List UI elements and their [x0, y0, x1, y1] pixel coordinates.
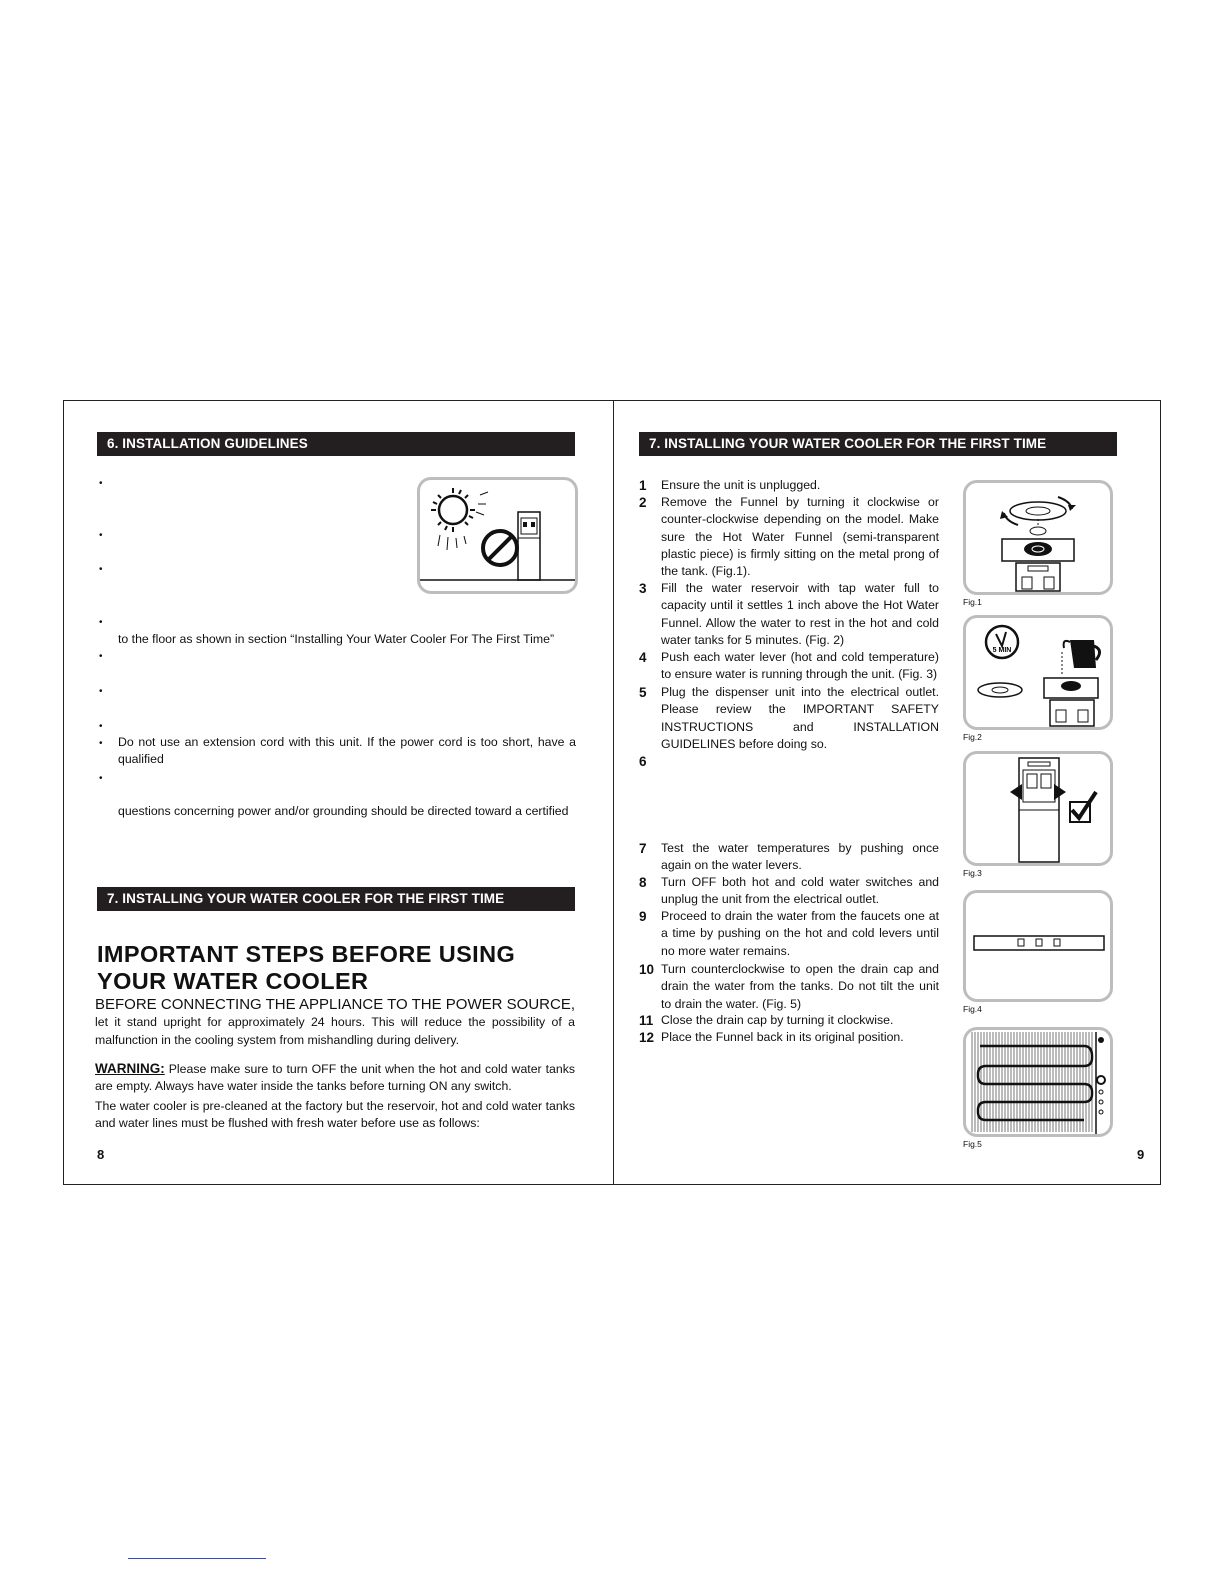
- step-item: 9 Proceed to drain the water from the faucets one at a time by pushing on the hot and cold levers until no more water remains.: [639, 909, 939, 958]
- warning-label: WARNING:: [95, 1061, 165, 1076]
- page-divider: [613, 401, 614, 1184]
- before-connecting-text: let it stand upright for approximately 24 hours. This will reduce the possibility of a malfunction in the cooling system from mishandling during delivery.: [95, 1015, 575, 1047]
- five-minute-timer-icon: [963, 615, 1113, 730]
- before-connecting-lead: BEFORE CONNECTING THE APPLIANCE TO THE POWER SOURCE,: [95, 996, 575, 1013]
- no-direct-sunlight-icon: [417, 477, 578, 594]
- switch-panel-icon: [963, 890, 1113, 1002]
- figure-caption: Fig.1: [963, 597, 982, 607]
- section-header-installation-guidelines: 6. INSTALLATION GUIDELINES: [97, 432, 575, 456]
- figure-caption: Fig.5: [963, 1139, 982, 1149]
- warning-paragraph: [95, 1060, 575, 1096]
- page-number-left: 8: [97, 1147, 105, 1162]
- step-item: 3 Fill the water reservoir with tap water full to capacity until it settles 1 inch above the Hot Water Funnel. Allow the water to rest in the hot and cold water tanks for 5 minutes. (Fig. 2): [639, 581, 939, 647]
- step-item: 8 Turn OFF both hot and cold water switches and unplug the unit from the electrical outlet.: [639, 875, 939, 907]
- bullet-marker: •: [99, 651, 103, 662]
- before-connecting-paragraph: [95, 996, 575, 1049]
- important-steps-title: IMPORTANT STEPS BEFORE USING YOUR WATER COOLER: [97, 941, 516, 994]
- section-header-right: 7. INSTALLING YOUR WATER COOLER FOR THE FIRST TIME: [639, 432, 1117, 456]
- step-item: 12 Place the Funnel back in its original position.: [639, 1030, 904, 1045]
- step-item: 1 Ensure the unit is unplugged.: [639, 478, 821, 493]
- footer-link-underline: [128, 1558, 266, 1559]
- step-item: 5 Plug the dispenser unit into the electrical outlet. Please review the IMPORTANT SAFETY INSTRUCTIONS and INSTALLATION GUIDELINES before doing so.: [639, 685, 939, 751]
- bullet-marker: •: [99, 686, 103, 697]
- step-item: 10 Turn counterclockwise to open the drain cap and drain the water from the tanks. Do not tilt the unit to drain the water. (Fig. 5): [639, 962, 939, 1011]
- guideline-text-line: questions concerning power and/or grounding should be directed toward a certified: [118, 804, 569, 818]
- push-levers-icon: [963, 751, 1113, 866]
- bullet-marker: •: [99, 530, 103, 541]
- step-item: 4 Push each water lever (hot and cold temperature) to ensure water is running through the unit. (Fig. 3): [639, 650, 939, 682]
- bullet-marker: •: [99, 721, 103, 732]
- bullet-marker: •: [99, 617, 103, 628]
- step-item: 11 Close the drain cap by turning it clockwise.: [639, 1013, 894, 1028]
- bullet-marker: •: [99, 738, 103, 749]
- figure-caption: Fig.3: [963, 868, 982, 878]
- timer-label: 5 MIN: [992, 647, 1012, 654]
- bullet-marker: •: [99, 478, 103, 489]
- guideline-text-line: to the floor as shown in section “Installing Your Water Cooler For The First Time”: [118, 632, 555, 646]
- bullet-marker: •: [99, 564, 103, 575]
- guideline-text-line: Do not use an extension cord with this unit. If the power cord is too short, have a qualified: [118, 735, 576, 767]
- bullet-marker: •: [99, 773, 103, 784]
- manual-spread: 6. INSTALLATION GUIDELINES • • • • • • • • • to the floor as shown in section “Installing Your Water Cooler For The First Time” Do not use an extension cord with this unit. If the power cord is too short, have a qualified questions concerning power and/or grounding should be directed toward a certified 7. INSTALLING YOUR WATER COOLER FOR THE FIRST TIME IMPORTANT STEPS BEFORE USING YOUR WATER COOLER BEFORE CONNECTING THE APPLIANCE TO THE POWER SOURCE, let it stand upright for approximately 24 hours. This will reduce the possibility of a malfunction in the cooling system from mishandling during delivery. WARNING: Please make sure to turn OFF the unit when the hot and cold water tanks are empty. Always have water inside the tanks before turning ON any switch. The water cooler is pre-cleaned at the factory but the reservoir, hot and cold water tanks and water lines must be flushed with fresh water before use as follows: 8 7. INSTALLING YOUR WATER COOLER FOR THE FIRST TIME 1 Ensure the unit is unplugged. 2 Remove the Funnel by turning it clockwise or counter-clockwise depending on the model. Make sure the Hot Water Funnel (semi-transparent plastic piece) is firmly sitting on the metal prong of the tank. (Fig.1). 3 Fill the water reservoir with tap water full to capacity until it settles 1 inch above the Hot Water Funnel. Allow the water to rest in the hot and cold water tanks for 5 minutes. (Fig. 2) 4 Push each water lever (hot and cold temperature) to ensure water is running through the unit. (Fig. 3) 5 Plug the dispenser unit into the electrical outlet. Please review the IMPORTANT SAFETY INSTRUCTIONS and INSTALLATION GUIDELINES before doing so. 6 7 Test the water temperatures by pushing once again on the water levers. 8 Turn OFF both hot and cold water switches and unplug the unit from the electrical outlet. 9 Proceed to drain the water from the faucets one at a time by pushing on the hot and cold levers until no more water remains. 10 Turn counterclockwise to open the drain cap and drain the water from the tanks. Do not tilt the unit to drain the water. (Fig. 5) 11 Close the drain cap by turning it clockwise. 12 Place the Funnel back in its original position. Fig.1 5 MIN Fig.2 Fig.3 Fig.4 Fig.5 9: [63, 400, 1161, 1185]
- figure-caption: Fig.4: [963, 1004, 982, 1014]
- figure-caption: Fig.2: [963, 732, 982, 742]
- flush-paragraph: The water cooler is pre-cleaned at the factory but the reservoir, hot and cold water tanks and water lines must be flushed with fresh water before use as follows:: [95, 1099, 575, 1131]
- condenser-coil-icon: [963, 1027, 1113, 1137]
- warning-text: Please make sure to turn OFF the unit when the hot and cold water tanks are empty. Always have water inside the tanks before turning ON any switch.: [95, 1062, 575, 1094]
- page-number-right: 9: [1137, 1147, 1145, 1162]
- step-item: 2 Remove the Funnel by turning it clockwise or counter-clockwise depending on the model. Make sure the Hot Water Funnel (semi-transparent plastic piece) is firmly sitting on the metal prong of the tank. (Fig.1).: [639, 495, 939, 579]
- funnel-rotation-icon: [963, 480, 1113, 595]
- step-item: 7 Test the water temperatures by pushing once again on the water levers.: [639, 841, 939, 873]
- section-header-installing-first-time: 7. INSTALLING YOUR WATER COOLER FOR THE FIRST TIME: [97, 887, 575, 911]
